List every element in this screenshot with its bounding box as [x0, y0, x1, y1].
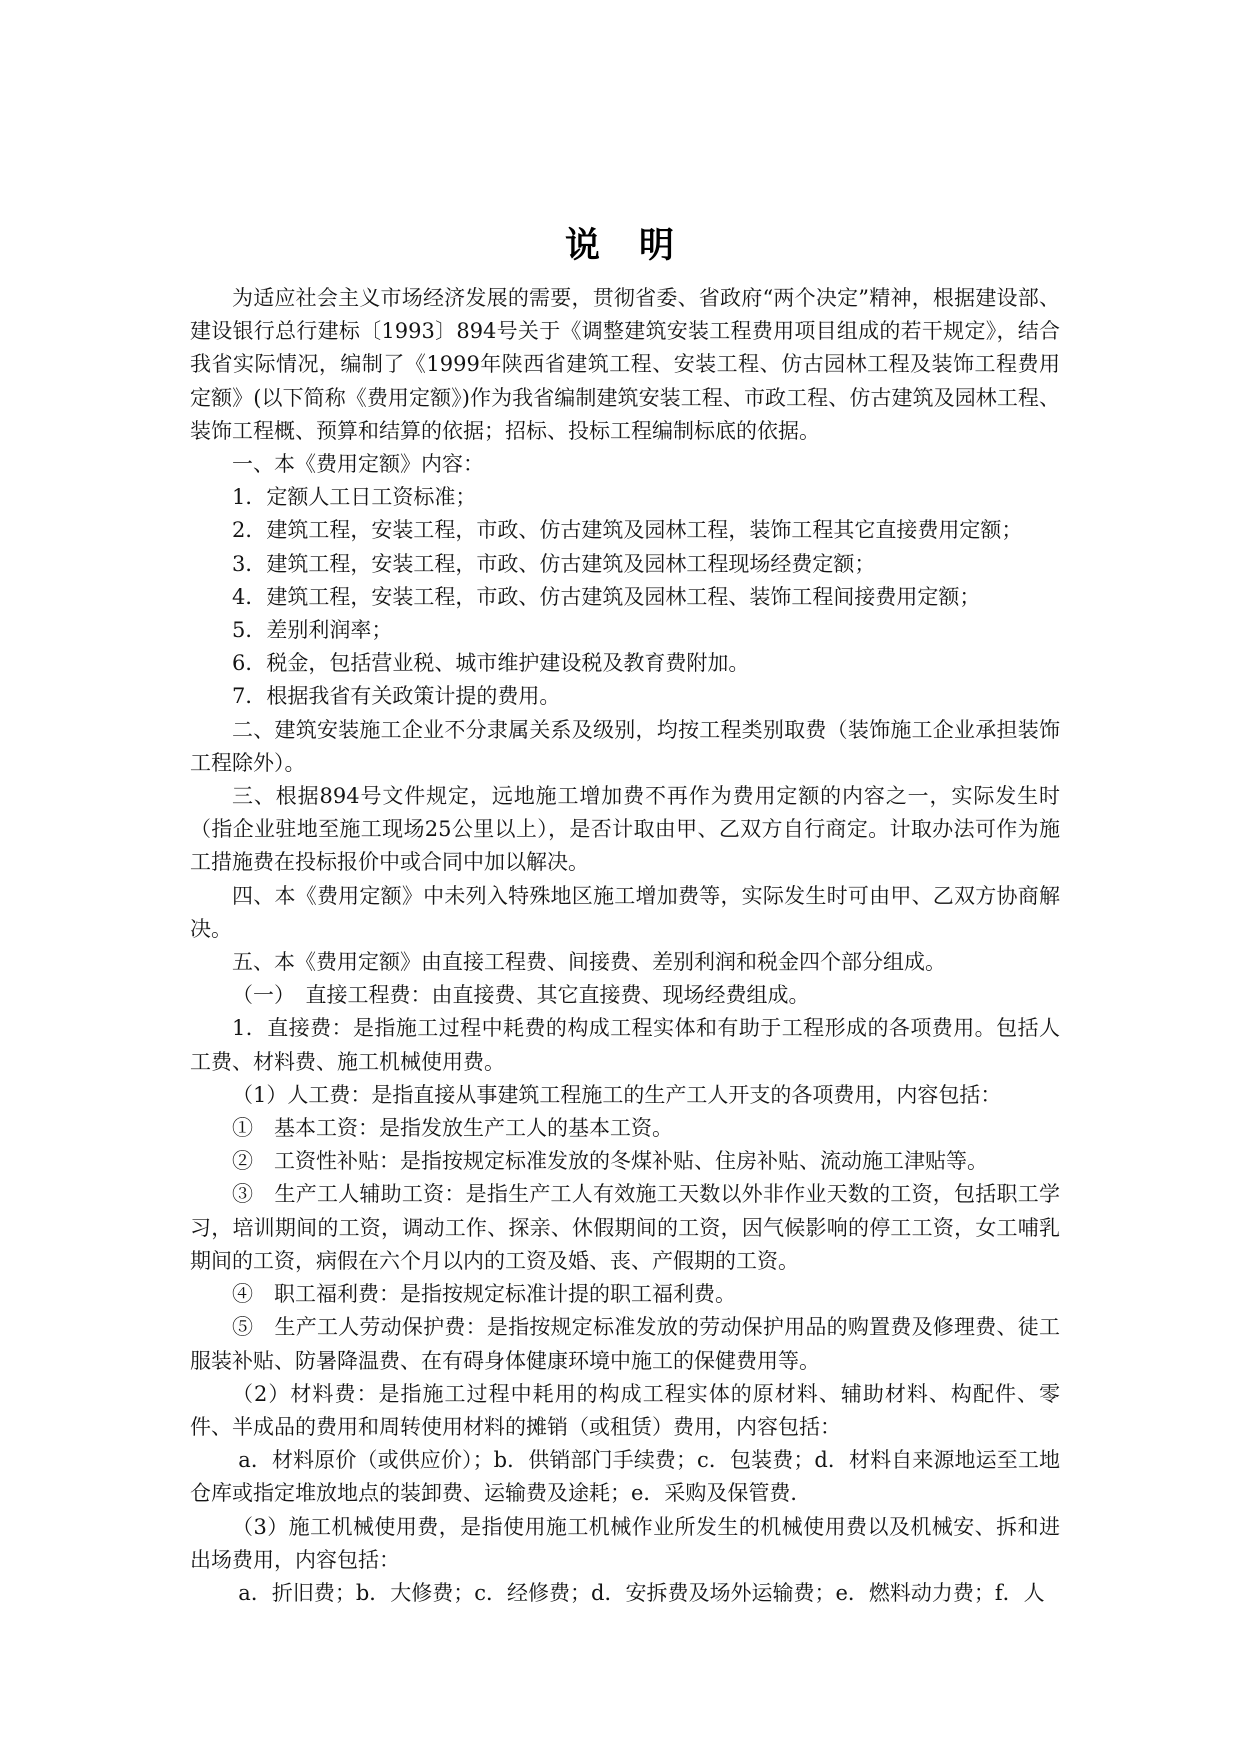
list-item: ① 基本工资：是指发放生产工人的基本工资。 [232, 1116, 673, 1141]
paragraph-section-2: 二、建筑安装施工企业不分隶属关系及级别，均按工程类别取费（装饰施工企业承担装饰工程除外）。 [190, 717, 1060, 775]
list-item: ③ 生产工人辅助工资：是指生产工人有效施工天数以外非作业天数的工资，包括职工学习，培训期间的工资，调动工作、探亲、休假期间的工资，因气候影响的停工工资，女工哺乳期间的工资，病假在六个月以内的工资及婚、丧、产假期的工资。 [190, 1182, 1060, 1273]
list-item: 6．税金，包括营业税、城市维护建设税及教育费附加。 [232, 651, 750, 676]
list-item: ④ 职工福利费：是指按规定标准计提的职工福利费。 [232, 1282, 736, 1307]
document-body [190, 282, 1060, 1610]
paragraph-section-3: 三、根据894号文件规定，远地施工增加费不再作为费用定额的内容之一，实际发生时（指企业驻地至施工现场25公里以上），是否计取由甲、乙双方自行商定。计取办法可作为施工措施费在投标报价中或合同中加以解决。 [190, 784, 1060, 875]
paragraph-intro: 为适应社会主义市场经济发展的需要，贯彻省委、省政府“两个决定”精神，根据建设部、建设银行总行建标〔1993〕894号关于《调整建筑安装工程费用项目组成的若干规定》，结合我省实际情况，编制了《1999年陕西省建筑工程、安装工程、仿古园林工程及装饰工程费用定额》(以下简称《费用定额》)作为我省编制建筑安装工程、市政工程、仿古建筑及园林工程、装饰工程概、预算和结算的依据；招标、投标工程编制标底的依据。 [190, 286, 1060, 443]
paragraph-direct-fee: 1．直接费：是指施工过程中耗费的构成工程实体和有助于工程形成的各项费用。包括人工费、材料费、施工机械使用费。 [190, 1016, 1060, 1074]
paragraph-machinery-items: a．折旧费；b．大修费；c．经修费；d．安拆费及场外运输费；e．燃料动力费；f．人 [238, 1580, 1045, 1605]
paragraph-labor-cost: （1）人工费：是指直接从事建筑工程施工的生产工人开支的各项费用，内容包括： [232, 1082, 1002, 1107]
paragraph-section-1-heading: 一、本《费用定额》内容： [232, 452, 484, 477]
list-item: 2．建筑工程，安装工程，市政、仿古建筑及园林工程，装饰工程其它直接费用定额； [232, 518, 1023, 543]
list-item: 7．根据我省有关政策计提的费用。 [232, 684, 561, 709]
list-item: 1．定额人工日工资标准； [232, 485, 477, 510]
paragraph-section-4: 四、本《费用定额》中未列入特殊地区施工增加费等，实际发生时可由甲、乙双方协商解决。 [190, 883, 1060, 941]
list-item: ② 工资性补贴：是指按规定标准发放的冬煤补贴、住房补贴、流动施工津贴等。 [232, 1149, 988, 1174]
paragraph-material-items: a．材料原价（或供应价）；b．供销部门手续费；c．包装费；d．材料自来源地运至工地仓库或指定堆放地点的装卸费、运输费及途耗；e．采购及保管费． [190, 1448, 1060, 1506]
paragraph-material-cost: （2）材料费：是指施工过程中耗用的构成工程实体的原材料、辅助材料、构配件、零件、半成品的费用和周转使用材料的摊销（或租赁）费用，内容包括： [190, 1381, 1060, 1439]
paragraph-machinery-cost: （3）施工机械使用费，是指使用施工机械作业所发生的机械使用费以及机械安、拆和进出场费用，内容包括： [190, 1514, 1060, 1572]
page-title: 说 明 [564, 225, 676, 266]
list-item: 4．建筑工程，安装工程，市政、仿古建筑及园林工程、装饰工程间接费用定额； [232, 584, 981, 609]
list-item: 5．差别利润率； [232, 618, 393, 643]
paragraph-subsection-direct-cost: （一） 直接工程费：由直接费、其它直接费、现场经费组成。 [232, 983, 810, 1008]
list-item: 3．建筑工程，安装工程，市政、仿古建筑及园林工程现场经费定额； [232, 551, 876, 576]
paragraph-section-5: 五、本《费用定额》由直接工程费、间接费、差别利润和税金四个部分组成。 [232, 950, 946, 975]
list-item: ⑤ 生产工人劳动保护费：是指按规定标准发放的劳动保护用品的购置费及修理费、徒工服装补贴、防暑降温费、在有碍身体健康环境中施工的保健费用等。 [190, 1315, 1060, 1373]
